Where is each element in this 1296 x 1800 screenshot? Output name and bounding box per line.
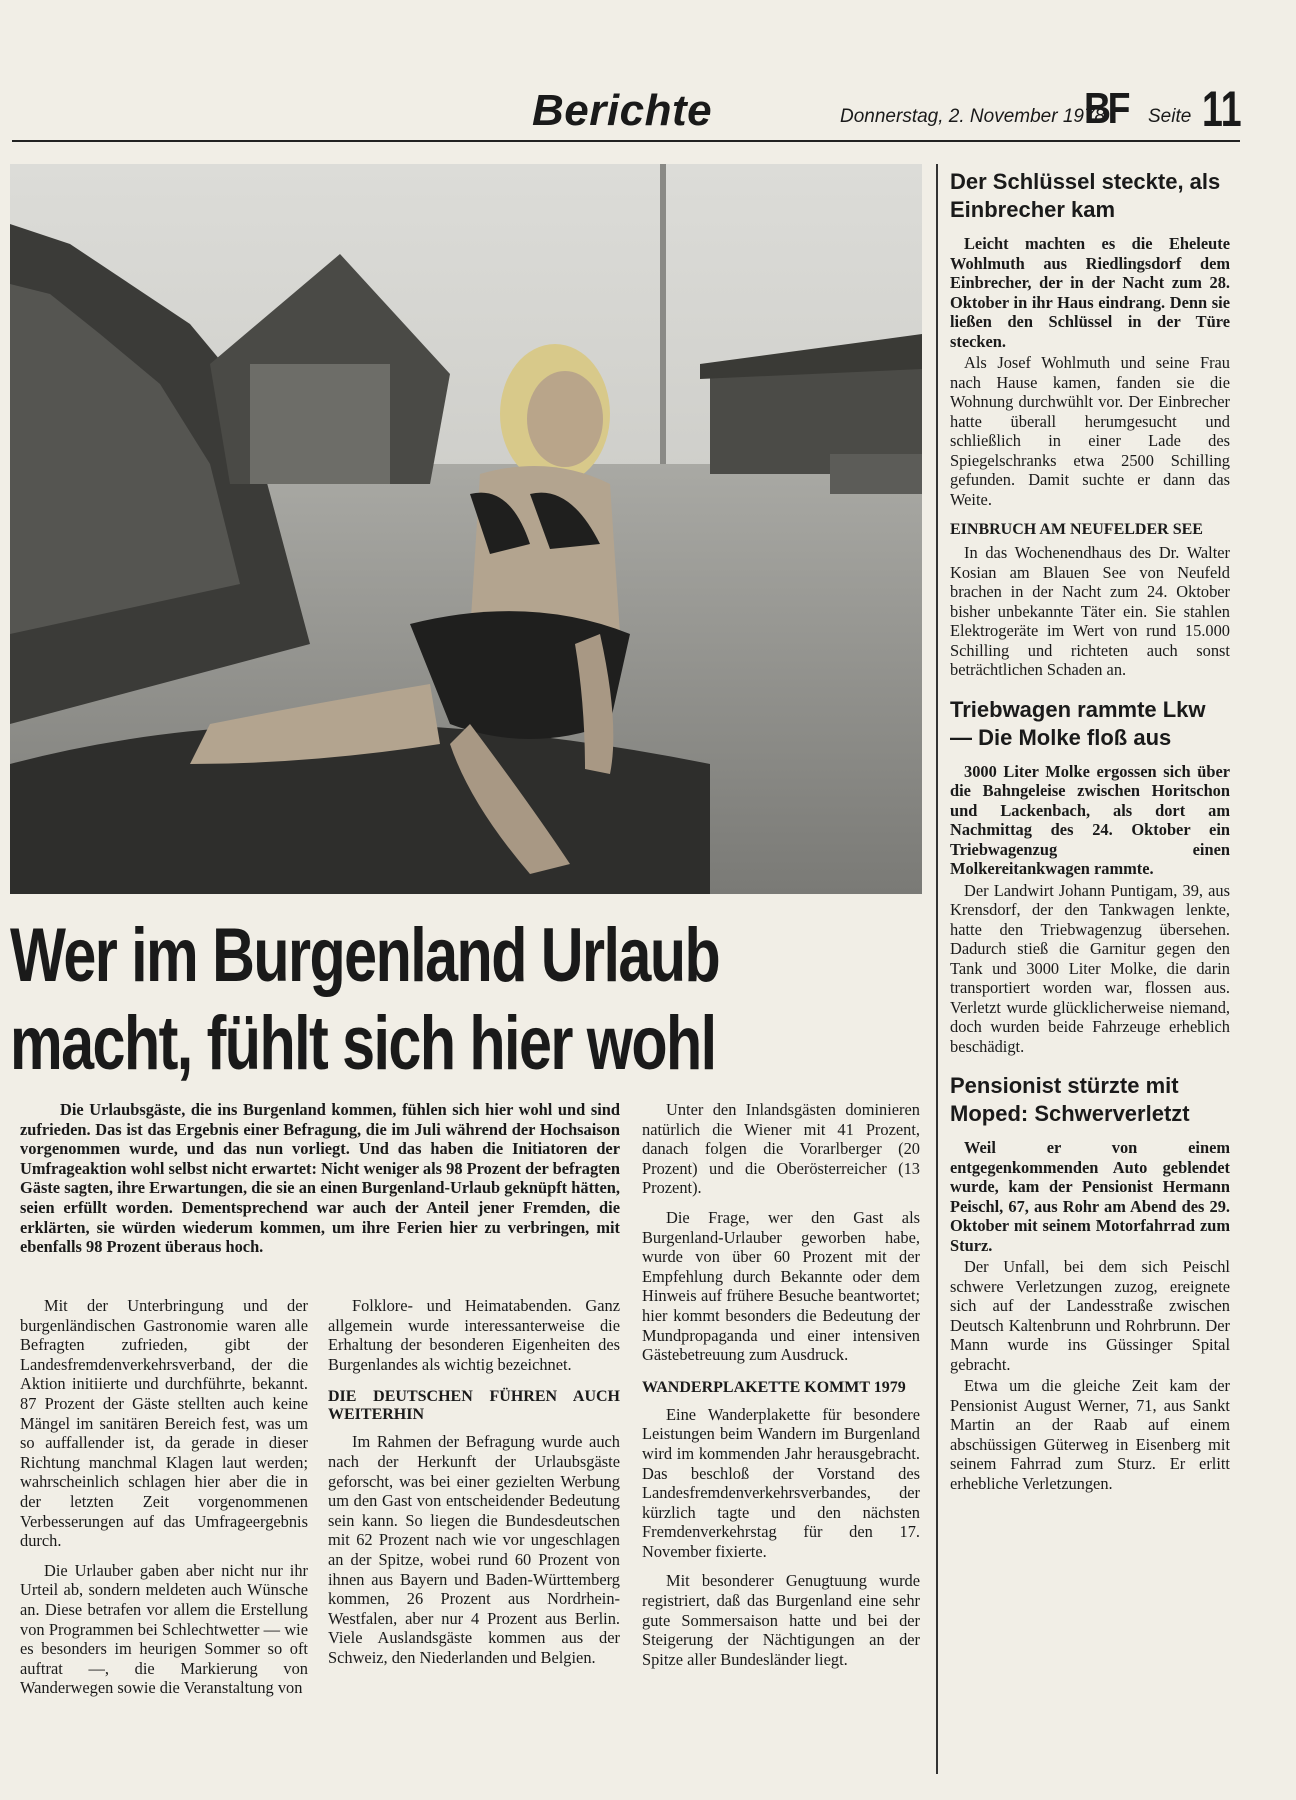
paragraph: Folklore- und Heimatabenden. Ganz allgemein wurde interessanterweise die Erhaltung der besonderen Eigenheiten des Burgenlandes als wichtig bezeichnet. <box>328 1296 620 1374</box>
masthead <box>12 80 1240 142</box>
story-body: In das Wochenendhaus des Dr. Walter Kosian am Blauen See von Neufeld brachen in der Nacht zum 24. Oktober bisher unbekannte Täter ein. Sie stahlen Elektrogeräte im Wert von rund 15.000 Schilling und richteten auch sonst beträchtlichen Schaden an. <box>950 543 1230 679</box>
paragraph: Unter den Inlandsgästen dominieren natürlich die Wiener mit 41 Prozent, danach folgen die Vorarlberger (20 Prozent) und die Oberösterreicher (13 Prozent). <box>642 1100 920 1198</box>
article-column-2 <box>328 1296 620 1678</box>
paragraph: Eine Wanderplakette für besondere Leistungen beim Wandern im Burgenland wird im kommenden Jahr herausgebracht. Das beschloß der Vorstand des Landesfremdenverkehrsverbandes, der kürzlich tagte und den nächsten Fremdenverkehrstag für den 17. November fixierte. <box>642 1404 920 1561</box>
article-lead: Die Urlaubsgäste, die ins Burgenland kommen, fühlen sich hier wohl und sind zufrieden. Das ist das Ergebnis einer Befragung, die im Juli während der Hochsaison vorgenommen wurde, und das nun vorliegt. Und das haben die Initiatoren der Umfrageaktion wohl selbst nicht erwartet: Nicht weniger als 98 Prozent der befragten Gäste sagten, ihre Erwartungen, die sie an einen Burgenland-Urlaub geknüpft hätten, seien erfüllt worden. Dementsprechend war auch der Anteil jener Fremden, die erklärten, sie würden wiederum kommen, um ihre Ferien hier zu verbringen, mit ebenfalls 98 Prozent überaus hoch. <box>20 1100 620 1257</box>
news-sidebar <box>936 164 1230 1774</box>
story-subheading: EINBRUCH AM NEUFELDER SEE <box>950 521 1203 538</box>
subheading: DIE DEUTSCHEN FÜHREN AUCH WEITERHIN <box>328 1388 620 1424</box>
story-body: Etwa um die gleiche Zeit kam der Pensionist August Werner, 71, aus Sankt Martin an der Raab auf einem abschüssigen Güterweg in Eisenberg mit seinem Fahrrad zum Sturz. Er erlitt erhebliche Verletzungen. <box>950 1376 1230 1493</box>
headline-line-1: Wer im Burgenland Urlaub <box>10 913 720 998</box>
story-body: Der Unfall, bei dem sich Peischl schwere Verletzungen zuzog, ereignete sich auf der Landesstraße zwischen Deutsch Kaltenbrunn und Rohrbrunn. Der Mann wurde ins Güssinger Spital gebracht. <box>950 1257 1230 1374</box>
paragraph: Mit der Unterbringung und der burgenländischen Gastronomie waren alle Befragten zufrieden, gibt der Landesfremdenverkehrsverband, der die Aktion initiierte und durchführte, bekannt. 87 Prozent der Gäste stellten auch keine Mängel im sanitären Bereich fest, was um so auffallender ist, da gerade in dieser Richtung manchmal Klagen laut werden; wahrscheinlich schlagen hier aber die in der letzten Zeit vorgenommenen Verbesserungen auf das Umfrageergebnis durch. <box>20 1296 308 1551</box>
story-body: Als Josef Wohlmuth und seine Frau nach Hause kamen, fanden sie die Wohnung durchwühlt vor. Der Einbrecher hatte überall herumgesucht und schließlich in einer Lade des Spiegelschranks etwa 2500 Schilling gefunden. Damit suchte er dann das Weite. <box>950 353 1230 509</box>
paragraph: Die Urlauber gaben aber nicht nur ihr Urteil ab, sondern meldeten auch Wünsche an. Diese betrafen vor allem die Erstellung von Programmen bei Schlechtwetter — wie es besonders im heurigen Sommer so oft auftrat —, die Markierung von Wanderwegen sowie die Veranstaltung von <box>20 1560 308 1698</box>
subheading: WANDERPLAKETTE KOMMT 1979 <box>642 1378 906 1396</box>
paragraph: Mit besonderer Genugtuung wurde registriert, daß das Burgenland eine sehr gute Sommersaison hatte und bei der Steigerung der Nächtigungen an der Spitze aller Bundesländer liegt. <box>642 1571 920 1669</box>
article-column-3 <box>642 1100 920 1679</box>
headline-line-2: macht, fühlt sich hier wohl <box>10 1001 716 1086</box>
story-lead: 3000 Liter Molke ergossen sich über die Bahngeleise zwischen Horitschon und Lackenbach, als dort am Nachmittag des 24. Oktober ein Triebwagenzug einen Molkereitankwagen rammte. <box>950 761 1230 878</box>
photo-illustration <box>10 164 922 894</box>
story-lead: Leicht machten es die Eheleute Wohlmuth aus Riedlingsdorf dem Einbrecher, der in der Nacht zum 28. Oktober in ihr Haus eindrang. Denn sie ließen den Schlüssel in der Türe stecken. <box>950 234 1230 351</box>
article-photo <box>10 164 922 894</box>
story-lead: Weil er von einem entgegenkommenden Auto geblendet wurde, kam der Pensionist Hermann Peischl, 67, aus Rohr am Abend des 29. Oktober mit seinem Motorfahrrad zum Sturz. <box>950 1138 1230 1255</box>
sidebar-story-burglary <box>950 168 1230 680</box>
section-title: Berichte <box>532 86 713 135</box>
story-headline: Pensionist stürzte mit Moped: Schwerverletzt <box>950 1073 1190 1126</box>
paragraph: Im Rahmen der Befragung wurde auch nach der Herkunft der Urlaubsgäste geforscht, was bei einer gezielten Werbung um den Gast von entscheidender Bedeutung sein kann. So liegen die Bundesdeutschen mit 62 Prozent nach wie vor ungeschlagen an der Spitze, wobei rund 60 Prozent von ihnen aus Bayern und Baden-Württemberg kommen, 26 Prozent aus Nordrhein-Westfalen, aber nur 4 Prozent aus Berlin. Viele Auslandsgäste kommen aus der Schweiz, den Niederlanden und Belgien. <box>328 1432 620 1667</box>
article-column-1 <box>20 1296 308 1708</box>
paragraph: Die Frage, wer den Gast als Burgenland-Urlauber geworben habe, wurde von über 60 Prozent mit der Empfehlung durch Bekannte oder dem Hinweis auf frühere Besuche beantwortet; hier kommt besonders die Bedeutung der Mundpropaganda und einer intensiven Gästebetreuung zum Ausdruck. <box>642 1207 920 1365</box>
sidebar-story-train <box>950 696 1230 1057</box>
issue-date: Donnerstag, 2. November 1978 <box>840 106 1106 127</box>
story-headline: Der Schlüssel steckte, als Einbrecher kam <box>950 169 1221 222</box>
sidebar-story-moped <box>950 1072 1230 1493</box>
page-label: Seite <box>1148 106 1192 127</box>
newspaper-logo: BF <box>1084 84 1128 133</box>
story-body: Der Landwirt Johann Puntigam, 39, aus Krensdorf, der den Tankwagen lenkte, hatte den Triebwagenzug übersehen. Dadurch stieß die Garnitur gegen den Tank und 3000 Liter Molke, die darin transportiert worden war, flossen aus. Verletzt wurde glücklicherweise niemand, doch wurden beide Fahrzeuge erheblich beschädigt. <box>950 880 1230 1056</box>
main-headline <box>10 912 721 1088</box>
page-number: 11 <box>1202 81 1242 137</box>
story-headline: Triebwagen rammte Lkw — Die Molke floß aus <box>950 696 1206 750</box>
